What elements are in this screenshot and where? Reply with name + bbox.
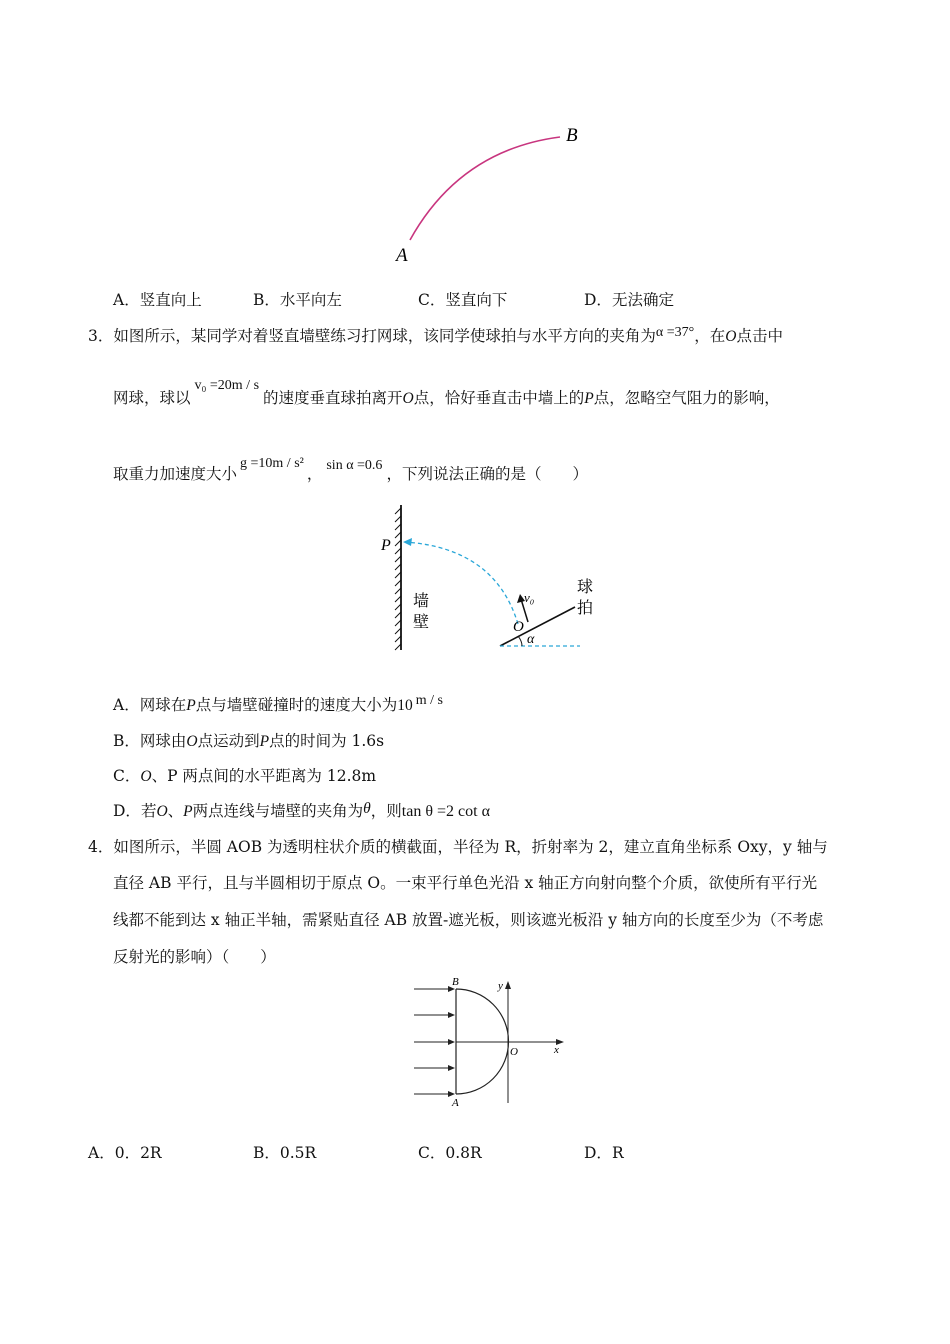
q3-option-d[interactable] — [113, 799, 490, 821]
q3-text: 点击中 — [736, 327, 783, 345]
q4-line-1 — [88, 835, 828, 857]
label-y: y — [498, 980, 503, 992]
sin-formula: sin α =0.6 — [326, 458, 383, 473]
light-rays — [414, 989, 452, 1094]
arc-figure — [380, 115, 600, 270]
option-text: 无法确定 — [611, 291, 674, 309]
option-text: ，则 — [370, 802, 402, 820]
ray-arrowheads — [448, 986, 455, 1097]
tan-formula: tan θ =2 cot α — [401, 803, 490, 820]
point-o: O — [402, 390, 414, 407]
option-text: 网球由 — [139, 732, 187, 750]
option-text: 点与墙壁碰撞时的速度大小为 — [195, 696, 398, 714]
option-text: 点的时间为 1.6s — [269, 732, 385, 750]
theta-symbol: θ — [363, 800, 371, 817]
angle-formula: α =37° — [655, 325, 695, 340]
option-text: 点运动到 — [197, 732, 260, 750]
q3-text: 点，恰好垂直击中墙上的 — [413, 389, 585, 407]
q3-text: 网球，球以 — [113, 389, 191, 407]
q4-line-2 — [113, 871, 817, 893]
q2-option-b[interactable] — [253, 288, 342, 310]
label-racket-1: 球 — [577, 579, 594, 596]
q2-option-d[interactable] — [584, 288, 674, 310]
q4-text: 线都不能到达 x 轴正半轴，需紧贴直径 AB 放置-遮光板，则该遮光板沿 y 轴方向的长度至少为（不考虑 — [113, 911, 824, 929]
option-text: 若 — [140, 802, 157, 820]
point-p: P — [259, 733, 270, 750]
point-o: O — [725, 328, 737, 345]
option-letter: B． — [253, 1144, 280, 1162]
label-x: x — [554, 1044, 559, 1056]
option-letter: C． — [113, 767, 141, 785]
question-number: 4． — [88, 838, 114, 856]
label-p: P — [381, 537, 391, 554]
y-axis-arrow — [505, 981, 511, 989]
q3-text: ，在 — [694, 327, 726, 345]
g-formula: g =10m / s² — [240, 456, 304, 471]
option-letter: C． — [418, 291, 446, 309]
semicircle-figure — [410, 975, 570, 1110]
racket-line — [500, 607, 575, 646]
point-o: O — [156, 803, 168, 820]
option-text: 竖直向上 — [139, 291, 202, 309]
option-text: 、 — [167, 802, 184, 820]
q3-line-2 — [113, 378, 780, 408]
option-text: 、P 两点间的水平距离为 12.8m — [151, 767, 377, 785]
point-p: P — [183, 803, 193, 820]
q3-text: ， — [306, 465, 323, 483]
option-text: R — [611, 1144, 624, 1162]
q4-text: 如图所示，半圆 AOB 为透明柱状介质的横截面，半径为 R，折射率为 2，建立直角坐标系 Oxy，y 轴与 — [113, 838, 828, 856]
point-o: O — [186, 733, 198, 750]
q3-text: 取重力加速度大小 — [113, 465, 238, 483]
label-racket-2: 拍 — [577, 600, 594, 617]
option-letter: C． — [418, 1144, 446, 1162]
option-letter: A． — [88, 1144, 115, 1162]
q4-option-d[interactable] — [584, 1141, 624, 1163]
q4-line-3 — [113, 908, 823, 930]
question-number: 3． — [88, 327, 114, 345]
q4-text: 反射光的影响）（ ） — [113, 948, 276, 966]
label-b: B — [452, 976, 459, 988]
option-letter: D． — [113, 802, 141, 820]
q4-option-b[interactable] — [253, 1141, 316, 1163]
option-letter: B． — [113, 732, 140, 750]
v0-formula: v₀ =20m / s — [194, 378, 260, 393]
q3-option-c[interactable] — [113, 764, 376, 786]
tennis-figure — [375, 500, 605, 655]
trajectory-arrowhead — [403, 538, 412, 546]
label-a: A — [452, 1097, 459, 1109]
option-text: 0.8R — [445, 1144, 482, 1162]
arc-label-a: A — [396, 245, 408, 266]
q3-text: ，下列说法正确的是（ ） — [386, 465, 588, 483]
q2-option-c[interactable] — [418, 288, 507, 310]
point-o: O — [140, 768, 152, 785]
option-text: 竖直向下 — [445, 291, 508, 309]
option-text: 网球在 — [139, 696, 187, 714]
option-text: 0．2R — [114, 1144, 162, 1162]
label-wall-2: 壁 — [413, 614, 430, 631]
q4-line-4 — [113, 945, 276, 967]
q4-text: 直径 AB 平行，且与半圆相切于原点 O。一束平行单色光沿 x 轴正方向射向整个介质，欲使所有平行光 — [113, 874, 818, 892]
q3-line-3 — [113, 456, 588, 484]
option-letter: D． — [584, 1144, 612, 1162]
arc-path — [410, 137, 560, 240]
label-alpha: α — [527, 632, 535, 647]
q3-text: 的速度垂直球拍离开 — [263, 389, 403, 407]
label-o: O — [513, 619, 524, 635]
label-v0: v₀ — [524, 590, 535, 605]
option-letter: A． — [113, 291, 140, 309]
q2-option-a[interactable] — [113, 288, 202, 310]
trajectory-dashed — [405, 542, 518, 624]
option-letter: B． — [253, 291, 280, 309]
q4-option-a[interactable] — [88, 1141, 162, 1163]
option-letter: A． — [113, 696, 140, 714]
arc-label-b: B — [566, 125, 578, 146]
q3-line-1 — [88, 324, 783, 346]
q3-text: 如图所示，某同学对着竖直墙壁练习打网球，该同学使球拍与水平方向的夹角为 — [113, 327, 656, 345]
option-text: 两点连线与墙壁的夹角为 — [192, 802, 364, 820]
angle-arc — [518, 636, 522, 646]
point-p: P — [584, 390, 594, 407]
option-text: 0.5R — [279, 1144, 317, 1162]
q4-option-c[interactable] — [418, 1141, 482, 1163]
option-text: 水平向左 — [279, 291, 342, 309]
option-value: 10 — [397, 697, 413, 714]
label-wall-1: 墙 — [413, 593, 430, 610]
option-letter: D． — [584, 291, 612, 309]
option-unit: m / s — [415, 693, 443, 708]
point-p: P — [186, 697, 196, 714]
q3-option-b[interactable] — [113, 729, 384, 751]
q3-text: 点，忽略空气阻力的影响， — [593, 389, 780, 407]
q3-option-a[interactable] — [113, 693, 443, 715]
label-o: O — [510, 1046, 518, 1058]
